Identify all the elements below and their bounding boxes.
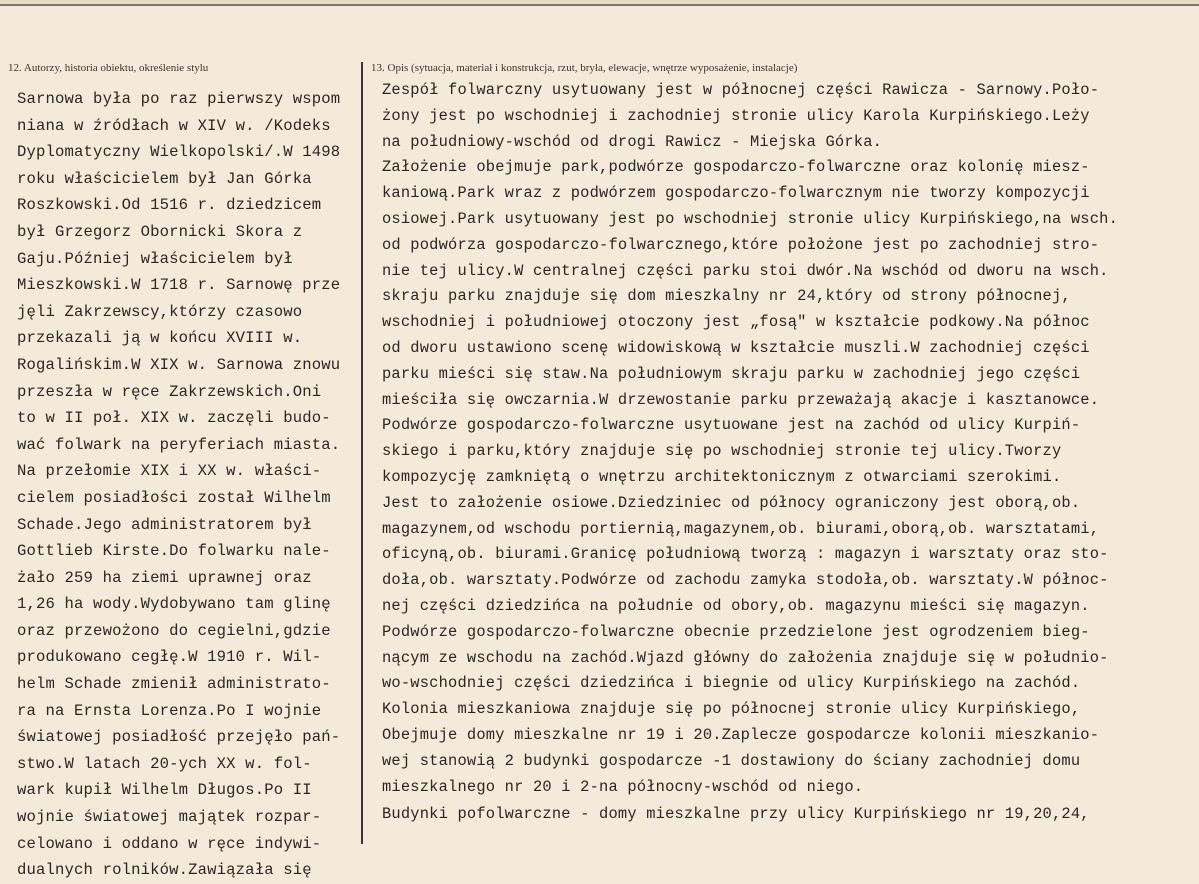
top-rule — [0, 4, 1199, 6]
description-text-line: nej części dziedzińca na południe od obory,ob. magazynu mieści się magazyn. — [382, 596, 1090, 615]
description-text-line: Obejmuje domy mieszkalne nr 19 i 20.Zaplecze gospodarcze kolonii mieszkanio- — [382, 725, 1100, 744]
history-text-line: przeszła w ręce Zakrzewskich.Oni — [17, 382, 322, 401]
history-text-line: Gaju.Później właścicielem był — [17, 249, 293, 268]
history-text-line: był Grzegorz Obornicki Skora z — [17, 222, 303, 241]
description-text-line: wo-wschodniej części dziedzińca i biegnie od ulicy Kurpińskiego na zachód. — [382, 674, 1081, 693]
description-text-line: magazynem,od wschodu portiernią,magazynem,ob. biurami,oborą,ob. warsztatami, — [382, 519, 1100, 538]
description-text-line: wej stanowią 2 budynki gospodarcze -1 dostawiony do ściany zachodniej domu — [382, 751, 1081, 770]
description-text-line: Założenie obejmuje park,podwórze gospodarczo-folwarczne oraz kolonię miesz- — [382, 158, 1090, 177]
description-text-line: Zespół folwarczny usytuowany jest w północnej części Rawicza - Sarnowy.Poło- — [382, 81, 1100, 99]
section-13-heading: 13. Opis (sytuacja, materiał i konstrukcja, rzut, bryła, elewacje, wnętrze wyposażenie, instalacje) — [371, 62, 798, 74]
description-continuation: Budynki pofolwarczne - domy mieszkalne przy ulicy Kurpińskiego nr 19,20,24, — [382, 805, 1090, 823]
history-text-line: celowano i oddano w ręce indywi- — [17, 834, 322, 853]
description-text-line: skraju parku znajduje się dom mieszkalny nr 24,który od strony północnej, — [382, 287, 1071, 306]
history-text-line: Gottlieb Kirste.Do folwarku nale- — [17, 542, 331, 561]
description-text-line: skiego i parku,który znajduje się po wschodniej stronie tej ulicy.Tworzy — [382, 442, 1062, 461]
description-text-line: mieściła się owczarnia.W drzewostanie parku przeważają akacje i kasztanowce. — [382, 390, 1100, 409]
history-text-line: Rogalińskim.W XIX w. Sarnowa znowu — [17, 355, 341, 374]
history-text-line: dualnych rolników.Zawiązała się — [17, 861, 312, 880]
description-text-line: Jest to założenie osiowe.Dziedziniec od północy ograniczony jest oborą,ob. — [382, 493, 1081, 512]
history-text-line: cielem posiadłości został Wilhelm — [17, 488, 331, 507]
description-text-line: doła,ob. warsztaty.Podwórze od zachodu zamyka stodoła,ob. warsztaty.W północ- — [382, 571, 1109, 590]
history-text-line: to w II poł. XIX w. zaczęli budo- — [17, 409, 331, 428]
description-text-line: wschodniej i południowej otoczony jest „fosą" w kształcie podkowy.Na północ — [382, 313, 1090, 332]
history-text-line: Na przełomie XIX i XX w. właści- — [17, 462, 322, 481]
description-text-line: oficyną,ob. biurami.Granicę południową tworzą : magazyn i warsztaty oraz sto- — [382, 545, 1109, 564]
description-column — [382, 78, 1192, 800]
history-text-line: roku właścicielem był Jan Górka — [17, 169, 312, 188]
history-text-line: Schade.Jego administratorem był — [17, 515, 312, 534]
history-text-line: wojnie światowej majątek rozpar- — [17, 808, 322, 827]
history-text-line: oraz przewożono do cegielni,gdzie — [17, 621, 331, 640]
history-text-line: niana w źródłach w XIV w. /Kodeks — [17, 116, 331, 135]
description-text-line: Podwórze gospodarczo-folwarczne usytuowane jest na zachód od ulicy Kurpiń- — [382, 416, 1081, 435]
description-text-line: od podwórza gospodarczo-folwarcznego,które położone jest po zachodniej stro- — [382, 235, 1100, 254]
description-text-line: mieszkalnego nr 20 i 2-na północny-wschód od niego. — [382, 777, 864, 796]
section-12-heading: 12. Autorzy, historia obiektu, określenie stylu — [8, 62, 209, 74]
history-text-line: Mieszkowski.W 1718 r. Sarnowę prze — [17, 276, 341, 295]
history-text-line: jęli Zakrzewscy,którzy czasowo — [17, 302, 303, 321]
history-text-line: wark kupił Wilhelm Długos.Po II — [17, 781, 312, 800]
description-text-line: Podwórze gospodarczo-folwarczne obecnie przedzielone jest ogrodzeniem bieg- — [382, 622, 1090, 641]
description-text-line: od dworu ustawiono scenę widowiskową w kształcie muszli.W zachodniej części — [382, 338, 1090, 357]
history-text-line: produkowano cegłę.W 1910 r. Wil- — [17, 648, 322, 667]
description-text-line: żony jest po wschodniej i zachodniej stronie ulicy Karola Kurpińskiego.Leży — [382, 106, 1090, 125]
history-text-line: światowej posiadłość przejęło pań- — [17, 728, 341, 747]
description-text-line: parku mieści się staw.Na południowym skraju parku w zachodniej jego części — [382, 364, 1081, 383]
history-text-line: Roszkowski.Od 1516 r. dziedzicem — [17, 196, 322, 215]
history-text-line: wać folwark na peryferiach miasta. — [17, 435, 341, 454]
history-column — [17, 86, 361, 884]
description-text-line: kompozycję zamkniętą o wnętrzu architektonicznym z otwarciami szerokimi. — [382, 467, 1062, 486]
history-text-line: przekazali ją w końcu XVIII w. — [17, 329, 303, 348]
history-text-line: 1,26 ha wody.Wydobywano tam glinę — [17, 595, 331, 614]
description-text-line: kaniową.Park wraz z podwórzem gospodarczo-folwarcznym nie tworzy kompozycji — [382, 184, 1090, 203]
description-text-line: osiowej.Park usytuowany jest po wschodniej stronie ulicy Kurpińskiego,na wsch. — [382, 209, 1118, 228]
history-text-line: helm Schade zmienił administrato- — [17, 675, 331, 694]
history-text-line: stwo.W latach 20-ych XX w. fol- — [17, 754, 312, 773]
description-text-line: na południowy-wschód od drogi Rawicz - Miejska Górka. — [382, 132, 883, 151]
description-text-line: nącym ze wschodu na zachód.Wjazd główny do założenia znajduje się w południo- — [382, 648, 1109, 667]
description-text-line: nie tej ulicy.W centralnej części parku stoi dwór.Na wschód od dworu na wsch. — [382, 261, 1109, 280]
column-divider — [361, 62, 363, 844]
history-text-line: ra na Ernsta Lorenza.Po I wojnie — [17, 701, 322, 720]
history-text-line: Dyplomatyczny Wielkopolski/.W 1498 — [17, 143, 341, 162]
history-text-line: żało 259 ha ziemi uprawnej oraz — [17, 568, 312, 587]
history-text-line: Sarnowa była po raz pierwszy wspom — [17, 90, 341, 108]
description-text-line: Kolonia mieszkaniowa znajduje się po północnej stronie ulicy Kurpińskiego, — [382, 700, 1081, 719]
